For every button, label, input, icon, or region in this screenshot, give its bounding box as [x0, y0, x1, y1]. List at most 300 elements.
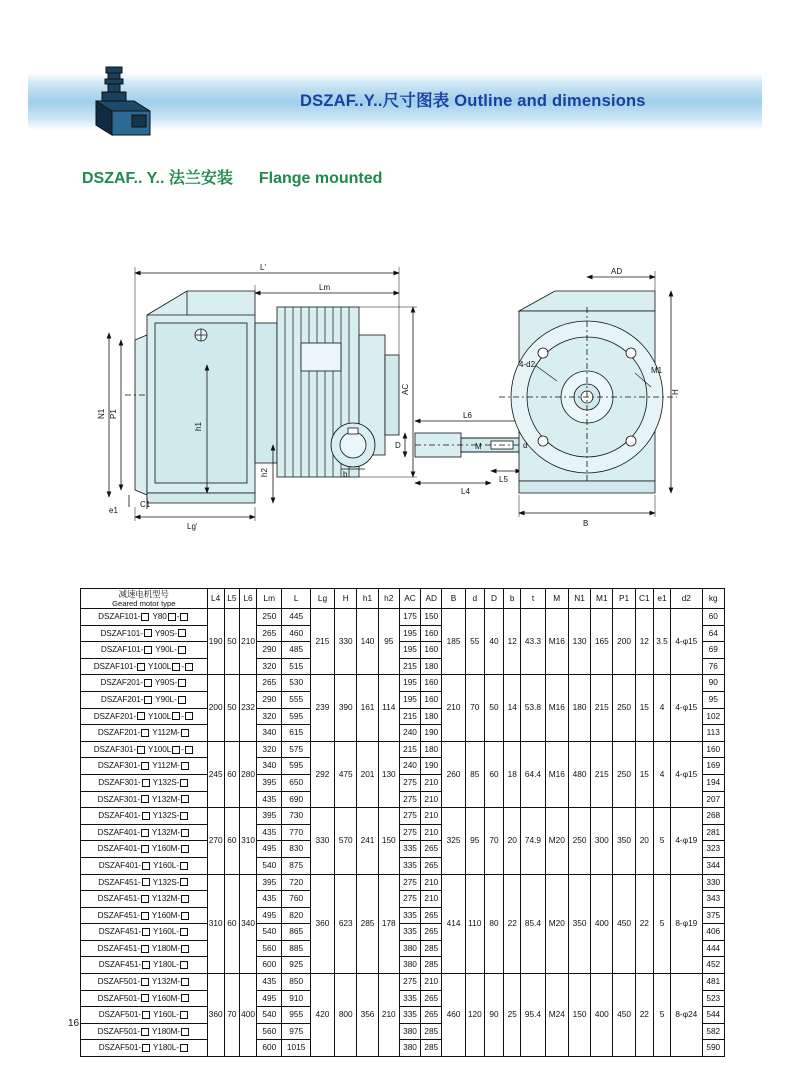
cell-kg: 375: [702, 907, 725, 924]
cell-AD: 210: [421, 874, 442, 891]
cell-L: 830: [282, 841, 310, 858]
cell-h2: 95: [378, 609, 399, 675]
cell-Lm: 435: [257, 824, 282, 841]
cell-L: 445: [282, 609, 310, 626]
cell-H: 330: [335, 609, 357, 675]
cell-Lm: 435: [257, 974, 282, 991]
dim-label-h1: h1: [194, 422, 203, 431]
dim-label-C1: C1: [140, 500, 151, 509]
cell-kg: 113: [702, 725, 725, 742]
cell-N1: 180: [568, 675, 590, 741]
cell-L: 1015: [282, 1040, 310, 1057]
cell-Lg: 360: [310, 874, 334, 974]
cell-h1: 356: [357, 974, 378, 1057]
cell-AC: 275: [399, 808, 420, 825]
cell-L4: 200: [207, 675, 224, 741]
cell-model: DSZAF201- Y112M-: [81, 725, 208, 742]
cell-N1: 150: [568, 974, 590, 1057]
cell-AD: 285: [421, 957, 442, 974]
cell-M: M20: [545, 808, 568, 874]
cell-AD: 190: [421, 758, 442, 775]
cell-L5: 50: [224, 609, 239, 675]
col-header-h2: h2: [378, 589, 399, 609]
cell-AC: 275: [399, 874, 420, 891]
cell-kg: 169: [702, 758, 725, 775]
cell-Lm: 340: [257, 758, 282, 775]
dim-label-d: d: [523, 441, 528, 450]
cell-P1: 450: [613, 974, 635, 1057]
cell-d2: 4-φ19: [671, 808, 702, 874]
cell-M: M16: [545, 741, 568, 807]
col-header-AD: AD: [421, 589, 442, 609]
cell-L4: 310: [207, 874, 224, 974]
cell-Lm: 395: [257, 774, 282, 791]
cell-h2: 210: [378, 974, 399, 1057]
cell-Lm: 395: [257, 874, 282, 891]
cell-M: M16: [545, 675, 568, 741]
cell-L: 850: [282, 974, 310, 991]
cell-AC: 335: [399, 924, 420, 941]
cell-AC: 215: [399, 741, 420, 758]
cell-AD: 265: [421, 924, 442, 941]
cell-Lg: 292: [310, 741, 334, 807]
col-header-H: H: [335, 589, 357, 609]
cell-t: 53.8: [521, 675, 545, 741]
cell-model: DSZAF501- Y132M-: [81, 974, 208, 991]
cell-Lm: 540: [257, 1007, 282, 1024]
cell-Lm: 320: [257, 741, 282, 758]
cell-kg: 64: [702, 625, 725, 642]
cell-h1: 241: [357, 808, 378, 874]
cell-kg: 281: [702, 824, 725, 841]
cell-L: 910: [282, 990, 310, 1007]
cell-e1: 4: [653, 675, 670, 741]
cell-AD: 265: [421, 1007, 442, 1024]
cell-AC: 335: [399, 857, 420, 874]
dim-label-B: B: [583, 519, 589, 528]
cell-Lm: 495: [257, 841, 282, 858]
cell-L: 770: [282, 824, 310, 841]
cell-M1: 165: [591, 609, 613, 675]
cell-B: 210: [442, 675, 465, 741]
cell-kg: 95: [702, 691, 725, 708]
cell-model: DSZAF301- Y132S-: [81, 774, 208, 791]
cell-M1: 300: [591, 808, 613, 874]
cell-Lm: 265: [257, 625, 282, 642]
cell-AD: 160: [421, 625, 442, 642]
cell-Lm: 540: [257, 857, 282, 874]
cell-AC: 195: [399, 625, 420, 642]
dim-label-Lgprime: Lg': [187, 522, 198, 531]
cell-AC: 380: [399, 1040, 420, 1057]
cell-AC: 380: [399, 1023, 420, 1040]
cell-L5: 60: [224, 741, 239, 807]
cell-model: DSZAF451- Y132M-: [81, 891, 208, 908]
cell-kg: 343: [702, 891, 725, 908]
col-header-L4: L4: [207, 589, 224, 609]
cell-H: 623: [335, 874, 357, 974]
cell-M: M20: [545, 874, 568, 974]
cell-N1: 130: [568, 609, 590, 675]
dim-label-L4: L4: [461, 487, 470, 496]
col-header-d2: d2: [671, 589, 702, 609]
cell-Lg: 239: [310, 675, 334, 741]
cell-AC: 195: [399, 642, 420, 659]
col-header-type-cn: 减速电机型号: [118, 589, 169, 599]
cell-kg: 207: [702, 791, 725, 808]
cell-model: DSZAF301- Y100L -: [81, 741, 208, 758]
cell-L: 730: [282, 808, 310, 825]
cell-C1: 22: [635, 974, 653, 1057]
cell-kg: 452: [702, 957, 725, 974]
dim-label-L6: L6: [463, 411, 472, 420]
cell-M1: 400: [591, 874, 613, 974]
cell-kg: 160: [702, 741, 725, 758]
cell-L: 925: [282, 957, 310, 974]
cell-AC: 335: [399, 1007, 420, 1024]
cell-AC: 275: [399, 791, 420, 808]
cell-model: DSZAF201- Y100L -: [81, 708, 208, 725]
cell-model: DSZAF201- Y90S-: [81, 675, 208, 692]
cell-AD: 210: [421, 791, 442, 808]
cell-h1: 140: [357, 609, 378, 675]
cell-M: M16: [545, 609, 568, 675]
cell-AD: 210: [421, 824, 442, 841]
cell-model: DSZAF301- Y112M-: [81, 758, 208, 775]
cell-t: 95.4: [521, 974, 545, 1057]
cell-kg: 90: [702, 675, 725, 692]
subtitle-en: Flange mounted: [258, 170, 383, 187]
cell-M1: 400: [591, 974, 613, 1057]
cell-P1: 200: [613, 609, 635, 675]
cell-AC: 175: [399, 609, 420, 626]
cell-L6: 210: [239, 609, 256, 675]
cell-AD: 210: [421, 774, 442, 791]
cell-kg: 330: [702, 874, 725, 891]
cell-e1: 5: [653, 808, 670, 874]
cell-C1: 12: [635, 609, 653, 675]
col-header-AC: AC: [399, 589, 420, 609]
cell-AC: 275: [399, 824, 420, 841]
cell-Lg: 330: [310, 808, 334, 874]
cell-kg: 544: [702, 1007, 725, 1024]
page-number: 16: [68, 1018, 80, 1029]
cell-Lm: 540: [257, 924, 282, 941]
cell-Lm: 290: [257, 642, 282, 659]
cell-C1: 22: [635, 874, 653, 974]
cell-kg: 523: [702, 990, 725, 1007]
cell-model: DSZAF451- Y160M-: [81, 907, 208, 924]
cell-model: DSZAF401- Y132M-: [81, 824, 208, 841]
table-row: [81, 874, 725, 891]
cell-L: 650: [282, 774, 310, 791]
cell-N1: 350: [568, 874, 590, 974]
subtitle-cn: DSZAF.. Y.. 法兰安装: [82, 170, 233, 187]
cell-model: DSZAF501- Y160M-: [81, 990, 208, 1007]
cell-AC: 215: [399, 658, 420, 675]
cell-AC: 275: [399, 891, 420, 908]
cell-Lm: 435: [257, 791, 282, 808]
dim-label-N1: N1: [97, 408, 106, 419]
cell-b: 18: [504, 741, 521, 807]
cell-AC: 335: [399, 990, 420, 1007]
cell-b: 12: [504, 609, 521, 675]
cell-L: 865: [282, 924, 310, 941]
cell-d2: 4-φ15: [671, 741, 702, 807]
cell-L: 875: [282, 857, 310, 874]
cell-N1: 480: [568, 741, 590, 807]
cell-model: DSZAF451- Y180M-: [81, 940, 208, 957]
cell-L4: 360: [207, 974, 224, 1057]
col-header-L: L: [282, 589, 310, 609]
cell-model: DSZAF101- Y80 -: [81, 609, 208, 626]
cell-h1: 285: [357, 874, 378, 974]
cell-L4: 270: [207, 808, 224, 874]
cell-L: 595: [282, 708, 310, 725]
cell-h2: 178: [378, 874, 399, 974]
cell-AD: 210: [421, 808, 442, 825]
cell-L: 555: [282, 691, 310, 708]
cell-L6: 310: [239, 808, 256, 874]
cell-model: DSZAF101- Y90S-: [81, 625, 208, 642]
cell-Lm: 320: [257, 658, 282, 675]
cell-b: 22: [504, 874, 521, 974]
dim-label-H: H: [671, 389, 680, 395]
cell-L: 515: [282, 658, 310, 675]
col-header-kg: kg: [702, 589, 725, 609]
cell-kg: 481: [702, 974, 725, 991]
table-row: [81, 675, 725, 692]
cell-Lm: 560: [257, 940, 282, 957]
cell-Lm: 320: [257, 708, 282, 725]
cell-d: 110: [465, 874, 484, 974]
col-header-d: d: [465, 589, 484, 609]
cell-AC: 240: [399, 758, 420, 775]
cell-AD: 285: [421, 1040, 442, 1057]
dim-label-P1: P1: [109, 409, 118, 419]
specification-table: [80, 588, 725, 1057]
cell-AD: 210: [421, 891, 442, 908]
cell-AD: 265: [421, 857, 442, 874]
cell-L6: 232: [239, 675, 256, 741]
cell-model: DSZAF101- Y90L-: [81, 642, 208, 659]
cell-AC: 380: [399, 957, 420, 974]
col-header-h1: h1: [357, 589, 378, 609]
cell-AD: 180: [421, 708, 442, 725]
cell-h1: 161: [357, 675, 378, 741]
cell-M1: 215: [591, 675, 613, 741]
col-header-Lm: Lm: [257, 589, 282, 609]
cell-L: 720: [282, 874, 310, 891]
cell-B: 260: [442, 741, 465, 807]
cell-d2: 8-φ19: [671, 874, 702, 974]
cell-model: DSZAF301- Y132M-: [81, 791, 208, 808]
cell-L6: 400: [239, 974, 256, 1057]
cell-model: DSZAF451- Y160L-: [81, 924, 208, 941]
cell-C1: 20: [635, 808, 653, 874]
cell-kg: 69: [702, 642, 725, 659]
table-body: [81, 609, 725, 1057]
cell-AC: 335: [399, 907, 420, 924]
cell-M1: 215: [591, 741, 613, 807]
cell-b: 14: [504, 675, 521, 741]
cell-M: M24: [545, 974, 568, 1057]
cell-AD: 265: [421, 990, 442, 1007]
cell-AD: 160: [421, 675, 442, 692]
cell-AC: 195: [399, 691, 420, 708]
table-row: [81, 609, 725, 626]
cell-B: 325: [442, 808, 465, 874]
dim-label-4d2: 4-d2: [519, 360, 536, 369]
dim-label-Lm: Lm: [319, 283, 331, 292]
cell-d2: 4-φ15: [671, 609, 702, 675]
cell-Lg: 215: [310, 609, 334, 675]
cell-Lm: 435: [257, 891, 282, 908]
cell-L: 615: [282, 725, 310, 742]
col-header-P1: P1: [613, 589, 635, 609]
cell-D: 50: [484, 675, 503, 741]
cell-Lm: 340: [257, 725, 282, 742]
cell-model: DSZAF201- Y90L-: [81, 691, 208, 708]
cell-L: 885: [282, 940, 310, 957]
section-subtitle: [82, 165, 622, 191]
cell-AD: 180: [421, 741, 442, 758]
dim-label-Lprime: L': [260, 263, 266, 272]
col-header-D: D: [484, 589, 503, 609]
cell-B: 185: [442, 609, 465, 675]
cell-L: 975: [282, 1023, 310, 1040]
cell-e1: 5: [653, 874, 670, 974]
cell-Lm: 560: [257, 1023, 282, 1040]
cell-L: 460: [282, 625, 310, 642]
cell-kg: 590: [702, 1040, 725, 1057]
cell-d2: 4-φ15: [671, 675, 702, 741]
cell-Lm: 395: [257, 808, 282, 825]
cell-H: 800: [335, 974, 357, 1057]
cell-H: 570: [335, 808, 357, 874]
cell-Lm: 265: [257, 675, 282, 692]
col-header-M: M: [545, 589, 568, 609]
cell-model: DSZAF451- Y132S-: [81, 874, 208, 891]
dim-label-M1: M1: [651, 366, 663, 375]
cell-kg: 102: [702, 708, 725, 725]
cell-C1: 15: [635, 741, 653, 807]
col-header-L6: L6: [239, 589, 256, 609]
cell-kg: 268: [702, 808, 725, 825]
dim-label-M: M: [475, 442, 482, 451]
table-header-row: [81, 589, 725, 609]
cell-model: DSZAF401- Y132S-: [81, 808, 208, 825]
page-title: DSZAF..Y..尺寸图表 Outline and dimensions: [300, 92, 646, 110]
cell-P1: 250: [613, 741, 635, 807]
cell-D: 40: [484, 609, 503, 675]
cell-h2: 114: [378, 675, 399, 741]
cell-d: 70: [465, 675, 484, 741]
cell-AD: 210: [421, 974, 442, 991]
cell-AC: 275: [399, 974, 420, 991]
cell-t: 43.3: [521, 609, 545, 675]
cell-kg: 323: [702, 841, 725, 858]
cell-L4: 245: [207, 741, 224, 807]
cell-L5: 60: [224, 808, 239, 874]
cell-L5: 70: [224, 974, 239, 1057]
cell-AD: 190: [421, 725, 442, 742]
cell-AC: 240: [399, 725, 420, 742]
cell-AC: 215: [399, 708, 420, 725]
cell-L: 820: [282, 907, 310, 924]
cell-e1: 4: [653, 741, 670, 807]
col-header-t: t: [521, 589, 545, 609]
cell-AD: 285: [421, 940, 442, 957]
cell-L4: 190: [207, 609, 224, 675]
cell-kg: 194: [702, 774, 725, 791]
cell-H: 475: [335, 741, 357, 807]
cell-b: 20: [504, 808, 521, 874]
col-header-N1: N1: [568, 589, 590, 609]
col-header-e1: e1: [653, 589, 670, 609]
cell-L5: 50: [224, 675, 239, 741]
cell-t: 64.4: [521, 741, 545, 807]
cell-AC: 335: [399, 841, 420, 858]
cell-L6: 340: [239, 874, 256, 974]
table-row: [81, 974, 725, 991]
cell-P1: 450: [613, 874, 635, 974]
cell-C1: 15: [635, 675, 653, 741]
cell-L: 575: [282, 741, 310, 758]
gear-motor-icon: [88, 63, 168, 141]
col-header-type: [81, 589, 208, 609]
cell-D: 80: [484, 874, 503, 974]
cell-Lm: 600: [257, 957, 282, 974]
technical-drawing: [95, 245, 705, 555]
cell-d: 120: [465, 974, 484, 1057]
table-row: [81, 808, 725, 825]
col-header-Lg: Lg: [310, 589, 334, 609]
col-header-B: B: [442, 589, 465, 609]
dim-label-D: D: [395, 441, 401, 450]
cell-kg: 406: [702, 924, 725, 941]
cell-model: DSZAF401- Y160M-: [81, 841, 208, 858]
cell-kg: 444: [702, 940, 725, 957]
cell-Lm: 600: [257, 1040, 282, 1057]
cell-model: DSZAF451- Y180L-: [81, 957, 208, 974]
cell-h2: 150: [378, 808, 399, 874]
cell-L6: 280: [239, 741, 256, 807]
cell-AD: 265: [421, 841, 442, 858]
cell-b: 25: [504, 974, 521, 1057]
dim-label-L5: L5: [499, 475, 508, 484]
cell-t: 74.9: [521, 808, 545, 874]
col-header-b: b: [504, 589, 521, 609]
cell-AC: 380: [399, 940, 420, 957]
col-header-C1: C1: [635, 589, 653, 609]
cell-d: 85: [465, 741, 484, 807]
cell-model: DSZAF501- Y180L-: [81, 1040, 208, 1057]
col-header-L5: L5: [224, 589, 239, 609]
dim-label-AD: AD: [611, 267, 623, 276]
cell-L: 760: [282, 891, 310, 908]
col-header-type-en: Geared motor type: [112, 599, 176, 608]
cell-e1: 3.5: [653, 609, 670, 675]
cell-D: 90: [484, 974, 503, 1057]
cell-AC: 275: [399, 774, 420, 791]
cell-AD: 150: [421, 609, 442, 626]
cell-e1: 5: [653, 974, 670, 1057]
dim-label-e1: e1: [109, 506, 118, 515]
cell-model: DSZAF101- Y100L -: [81, 658, 208, 675]
cell-model: DSZAF401- Y160L-: [81, 857, 208, 874]
cell-h1: 201: [357, 741, 378, 807]
